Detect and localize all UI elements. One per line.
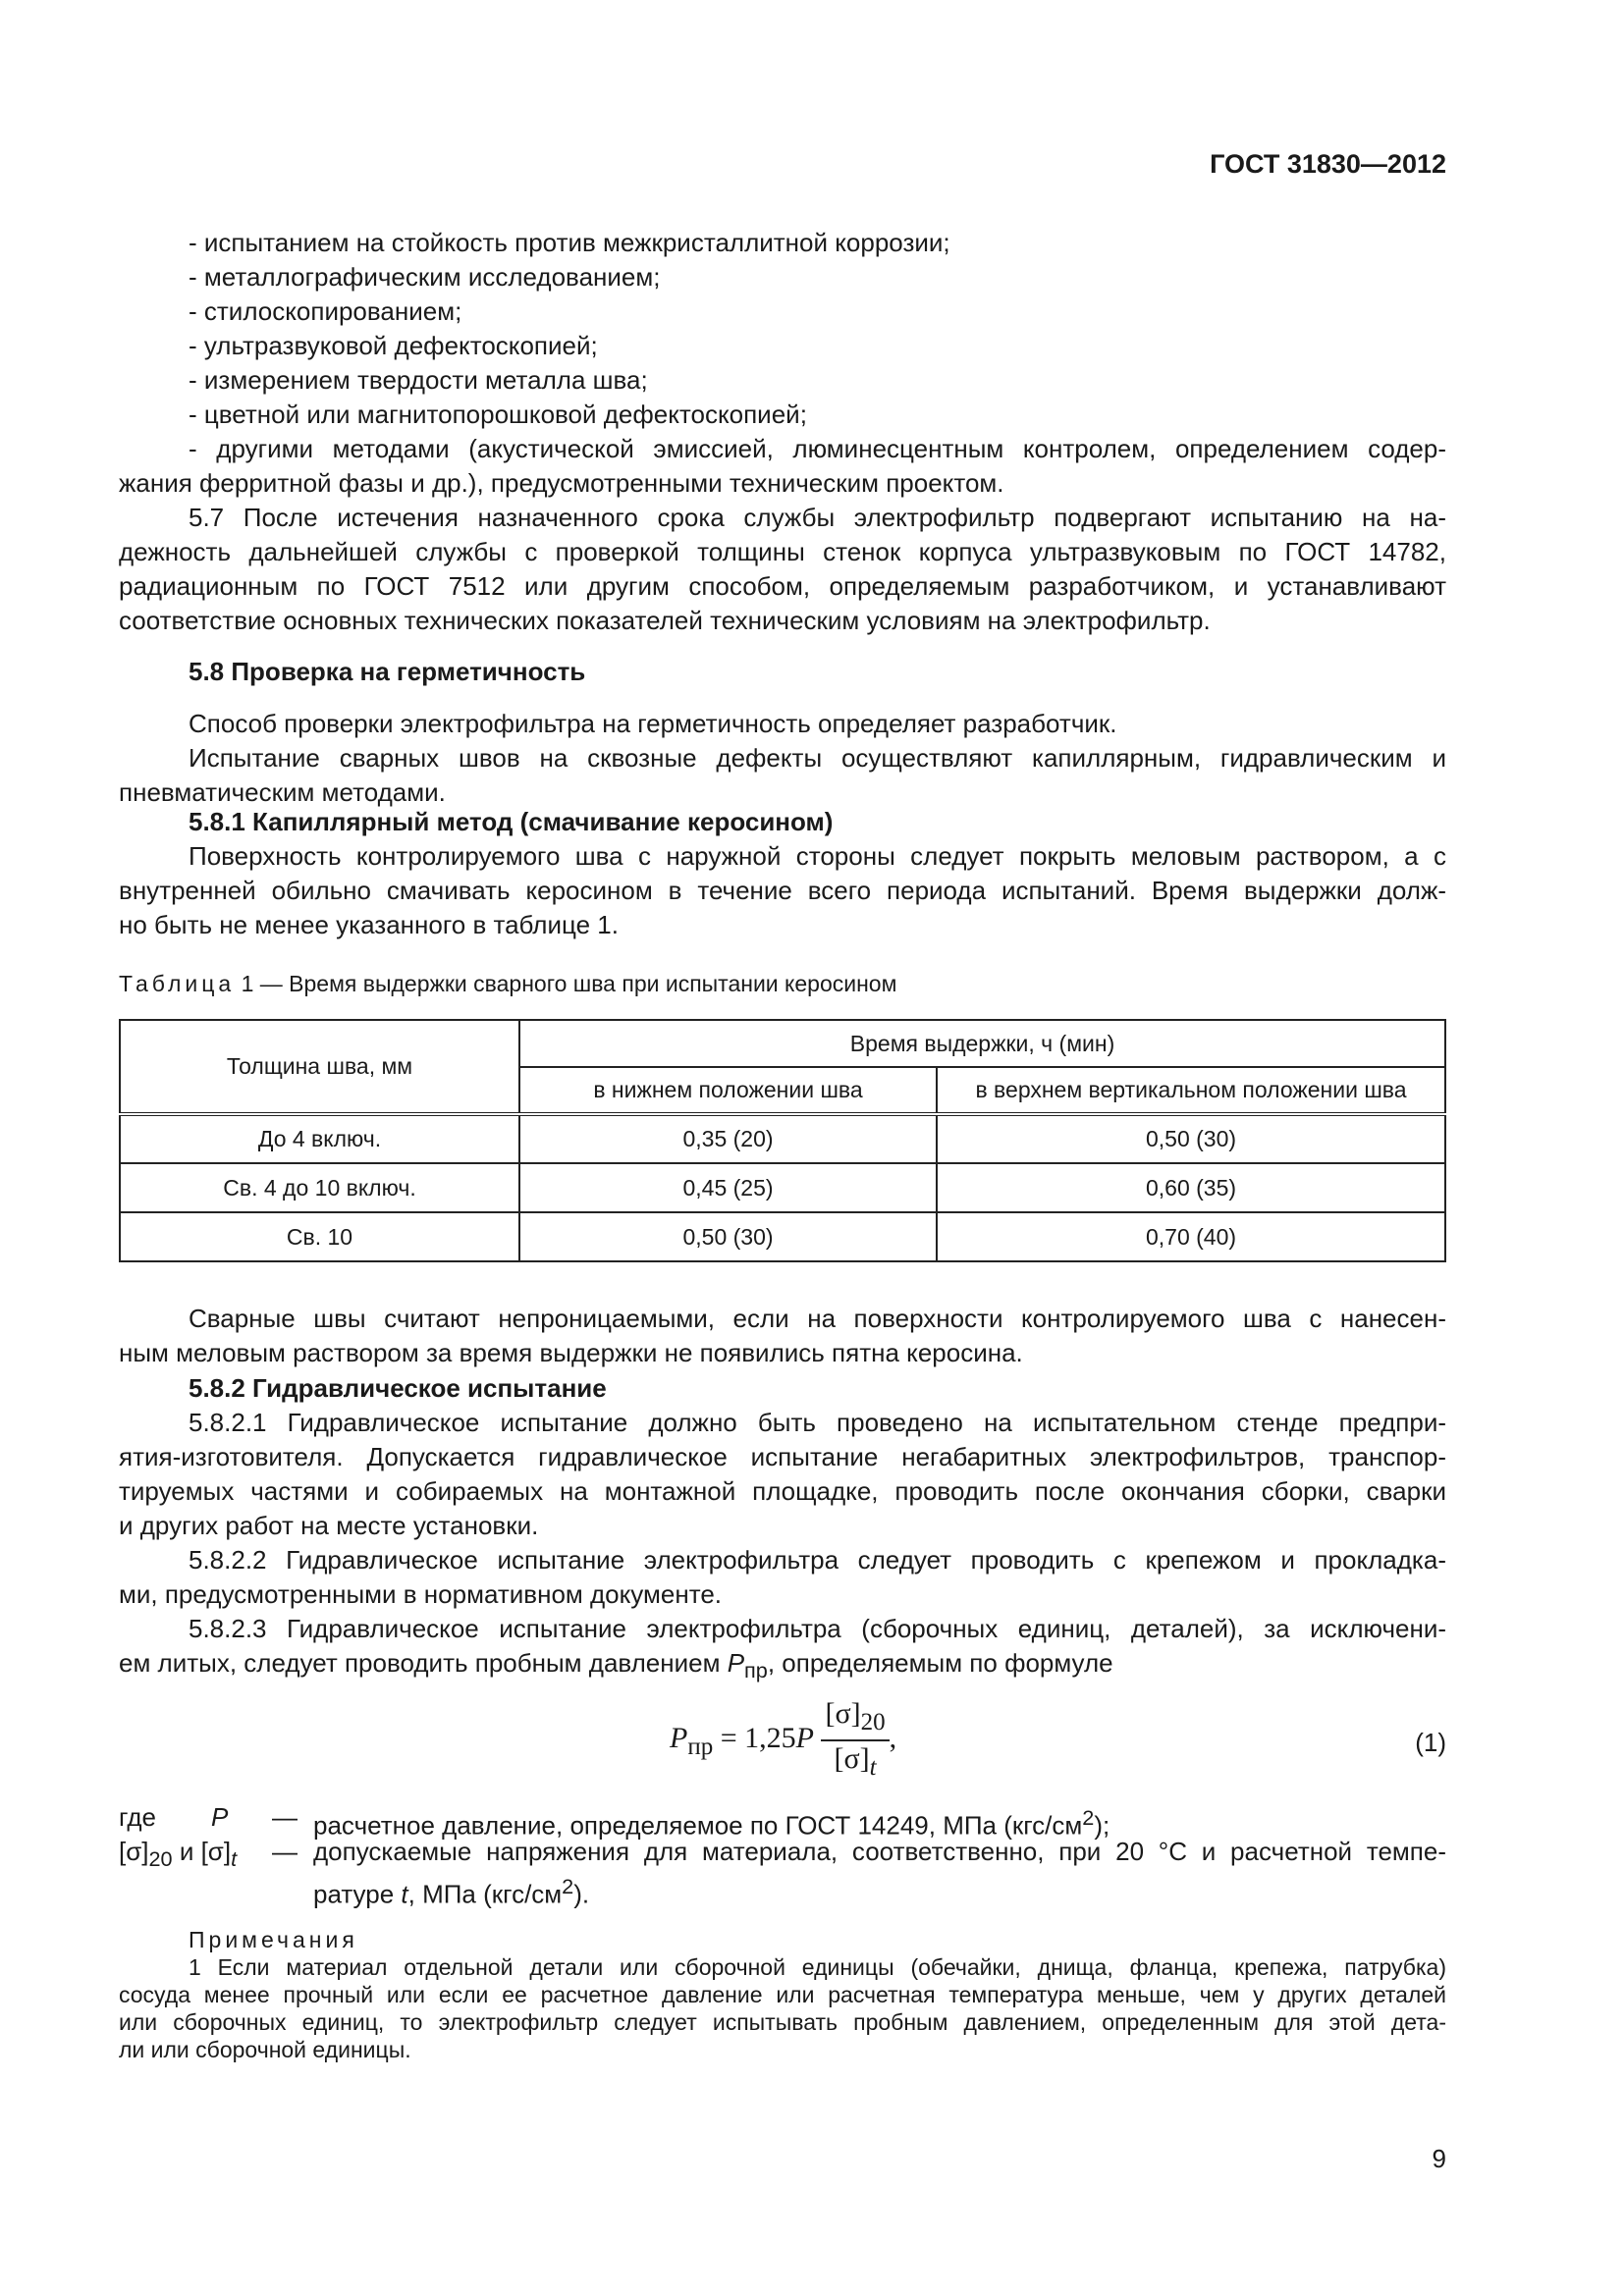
subscript: t: [231, 1846, 238, 1872]
section-5-8-1: [119, 805, 1446, 942]
note-line: сосуда менее прочный или если ее расчетное давление или расчетная температура меньше, чем у других деталей: [119, 1982, 1446, 2007]
page-number: 9: [1432, 2144, 1446, 2173]
formula-number: (1): [1415, 1728, 1446, 1757]
table-cell: Св. 10: [120, 1212, 519, 1261]
subscript: пр: [744, 1658, 768, 1683]
table-row: [120, 1212, 1445, 1261]
formula-fraction: [821, 1696, 889, 1785]
formula-coefficient: = 1,25: [713, 1721, 796, 1754]
section-title: 5.8.1 Капиллярный метод (смачивание керосином): [189, 807, 834, 836]
paragraph-line: ми, предусмотренными в нормативном документе.: [119, 1579, 723, 1609]
formula-symbol: P: [670, 1721, 688, 1754]
list-item: - измерением твердости металла шва;: [189, 365, 648, 395]
paragraph-5-7: [119, 501, 1446, 638]
subscript: 20: [148, 1846, 173, 1872]
text-span: ем литых, следует проводить пробным давлением: [119, 1648, 728, 1678]
table-cell: 0,50 (30): [519, 1212, 937, 1261]
section-5-8-2: [119, 1371, 1446, 1687]
table-cell: 0,35 (20): [519, 1114, 937, 1163]
paragraph-line: внутренней обильно смачивать керосином в течение всего периода испытаний. Время выдержки долж-: [119, 876, 1446, 905]
superscript: 2: [1082, 1805, 1095, 1830]
methods-list: [119, 226, 1446, 501]
note-line: 1 Если материал отдельной детали или сборочной единицы (обечайки, днища, фланца, крепежа, патрубка): [189, 1954, 1446, 1980]
formula-subscript: пр: [687, 1733, 714, 1760]
notes: [119, 1926, 1446, 2063]
formula-1: [670, 1696, 896, 1785]
table-cell: До 4 включ.: [120, 1114, 519, 1163]
table-caption-text: 1 — Время выдержки сварного шва при испытании керосином: [235, 971, 897, 996]
sigma: [σ]: [825, 1697, 861, 1730]
legend-text: [313, 1869, 589, 1912]
list-item: - испытанием на стойкость против межкристаллитной коррозии;: [189, 228, 950, 257]
text-span: ратуре: [313, 1879, 402, 1909]
formula-legend: [119, 1800, 1446, 1909]
symbol-t: t: [401, 1879, 408, 1909]
paragraph-line: ным меловым раствором за время выдержки не появились пятна керосина.: [119, 1338, 1023, 1367]
note-line: или сборочных единиц, то электрофильтр следует испытывать пробным давлением, определенным для этой дета-: [119, 2009, 1446, 2035]
table-header-thickness: Толщина шва, мм: [120, 1020, 519, 1114]
paragraph-line: тируемых частями и собираемых на монтажной площадке, проводить после окончания сборки, сварки: [119, 1476, 1446, 1506]
table-header-time: Время выдержки, ч (мин): [519, 1020, 1445, 1067]
legend-text: допускаемые напряжения для материала, соответственно, при 20 °С и расчетной темпе-: [313, 1837, 1446, 1866]
list-item: - стилоскопированием;: [189, 296, 462, 326]
table-caption: [119, 967, 1446, 1001]
paragraph-line: 5.7 После истечения назначенного срока службы электрофильтр подвергают испытанию на на-: [189, 503, 1446, 532]
paragraph-line: ятия-изготовителя. Допускается гидравлическое испытание негабаритных электрофильтров, транспор-: [119, 1442, 1446, 1471]
list-item-continuation: жания ферритной фазы и др.), предусмотренными техническим проектом.: [119, 468, 1004, 498]
paragraph-line: радиационным по ГОСТ 7512 или другим способом, определяемым разработчиком, и устанавливают: [119, 571, 1446, 601]
where-label: где: [119, 1802, 156, 1832]
formula-subscript: 20: [860, 1709, 886, 1735]
sigma: [σ]: [119, 1837, 149, 1866]
list-item: - цветной или магнитопорошковой дефектоскопией;: [189, 400, 807, 429]
formula-symbol: P: [795, 1721, 814, 1754]
table-header-upper: в верхнем вертикальном положении шва: [937, 1067, 1445, 1114]
section-title: 5.8.2 Гидравлическое испытание: [189, 1373, 607, 1403]
paragraph-line: пневматическим методами.: [119, 777, 446, 807]
text-span: , определяемым по формуле: [767, 1648, 1113, 1678]
paragraph-line: 5.8.2.2 Гидравлическое испытание электрофильтра следует проводить с крепежом и прокладка-: [189, 1545, 1446, 1575]
formula-numerator: [821, 1696, 889, 1741]
table-cell: 0,70 (40): [937, 1212, 1445, 1261]
paragraph-line: соответствие основных технических показателей техническим условиям на электрофильтр.: [119, 606, 1211, 635]
sigma: [σ]: [834, 1742, 870, 1775]
symbol-p: P: [727, 1648, 745, 1678]
table-header-lower: в нижнем положении шва: [519, 1067, 937, 1114]
legend-dash: —: [272, 1802, 298, 1832]
paragraph-line: [119, 1646, 1446, 1687]
document-header: ГОСТ 31830—2012: [1210, 149, 1446, 179]
table-1: [119, 1019, 1446, 1262]
paragraph-after-table: [119, 1302, 1446, 1370]
formula-denominator: [821, 1741, 889, 1785]
table-cell: 0,60 (35): [937, 1163, 1445, 1212]
paragraph-line: Поверхность контролируемого шва с наружной стороны следует покрыть меловым раствором, а с: [189, 841, 1446, 871]
paragraph-line: Способ проверки электрофильтра на герметичность определяет разработчик.: [189, 709, 1117, 738]
superscript: 2: [562, 1874, 574, 1898]
formula-comma: ,: [889, 1721, 897, 1754]
table-cell: Св. 4 до 10 включ.: [120, 1163, 519, 1212]
paragraph-line: 5.8.2.3 Гидравлическое испытание электрофильтра (сборочных единиц, деталей), за исключени-: [189, 1614, 1446, 1643]
legend-dash: —: [272, 1837, 298, 1866]
table-caption-prefix: Таблица: [119, 971, 236, 996]
paragraph-line: Сварные швы считают непроницаемыми, если на поверхности контролируемого шва с нанесен-: [189, 1304, 1446, 1333]
note-line: ли или сборочной единицы.: [119, 2037, 411, 2062]
table-row: [120, 1114, 1445, 1163]
text-span: );: [1094, 1810, 1110, 1841]
paragraph-line: и других работ на месте установки.: [119, 1511, 539, 1540]
formula-subscript: t: [869, 1754, 877, 1781]
table-row: [120, 1163, 1445, 1212]
paragraph-line: дежность дальнейшей службы с проверкой толщины стенок корпуса ультразвуковым по ГОСТ 14782,: [119, 537, 1446, 566]
table-cell: 0,45 (25): [519, 1163, 937, 1212]
table-cell: 0,50 (30): [937, 1114, 1445, 1163]
paragraph-line: 5.8.2.1 Гидравлическое испытание должно быть проведено на испытательном стенде предпри-: [189, 1408, 1446, 1437]
list-item: - ультразвуковой дефектоскопией;: [189, 331, 598, 360]
paragraph-line: Испытание сварных швов на сквозные дефекты осуществляют капиллярным, гидравлическим и: [189, 743, 1446, 773]
exposure-time-table: [119, 1019, 1446, 1262]
text-span: ).: [573, 1879, 590, 1909]
section-title: 5.8 Проверка на герметичность: [189, 657, 586, 686]
paragraph-line: но быть не менее указанного в таблице 1.: [119, 910, 619, 939]
text-span: расчетное давление, определяемое по ГОСТ 14249, МПа (кгс/см: [313, 1810, 1083, 1841]
section-5-8: [119, 655, 1446, 810]
notes-title: Примечания: [189, 1927, 358, 1952]
list-item: - металлографическим исследованием;: [189, 262, 661, 292]
legend-symbol: P: [211, 1802, 229, 1832]
list-item: - другими методами (акустической эмиссией, люминесцентным контролем, определением содер-: [189, 434, 1446, 463]
text-span: , МПа (кгс/см: [407, 1879, 563, 1909]
text-span: и [σ]: [172, 1837, 232, 1866]
